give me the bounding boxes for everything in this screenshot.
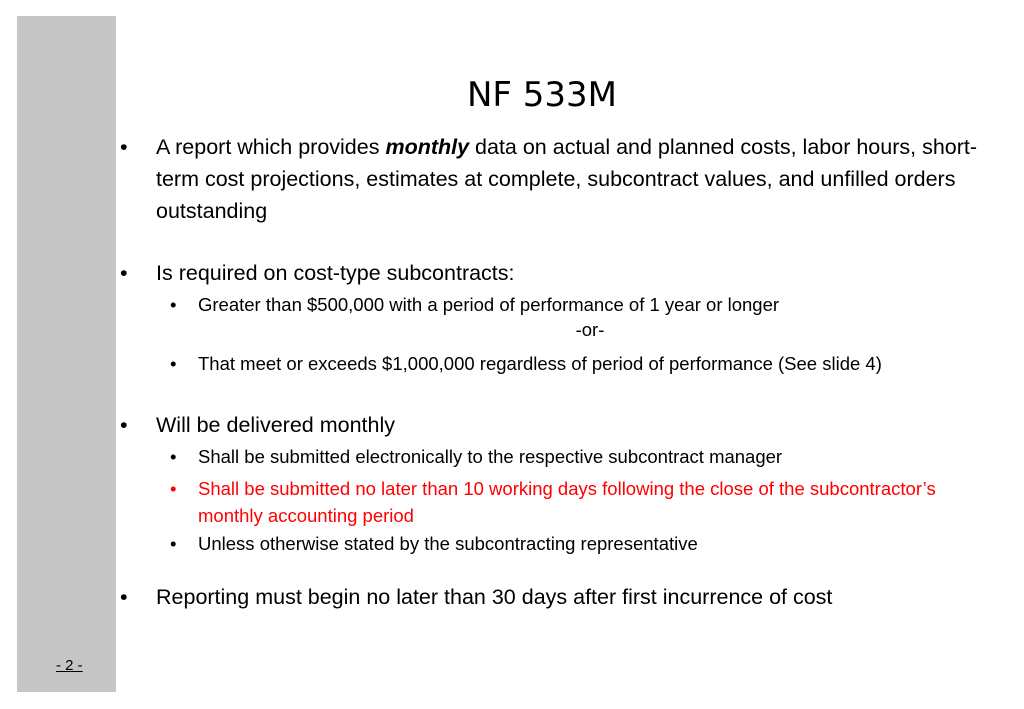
sub-bullet-deadline xyxy=(120,475,1000,529)
bullet-text-prefix: A report which provides xyxy=(156,135,386,159)
page-number: - 2 - xyxy=(56,657,83,674)
sub-bullet-unless-stated xyxy=(120,530,1000,557)
sub-bullet-dot: • xyxy=(170,294,177,315)
sub-bullet-dot: • xyxy=(170,478,177,499)
sub-bullet-electronic xyxy=(120,443,1000,470)
bullet-reporting-begin xyxy=(120,581,1000,613)
bullet-text-suffix: data on actual and planned costs, labor hours, short-term cost projections, estimates at complete, subcontract values, and unfilled orders outstanding xyxy=(156,135,978,223)
bullet-report-description xyxy=(120,131,1000,227)
bullet-delivered-monthly xyxy=(120,409,1000,441)
or-separator: -or- xyxy=(575,319,605,340)
sub-bullet-threshold-1m xyxy=(120,350,1000,377)
sub-bullet-dot: • xyxy=(170,353,177,374)
sub-bullet-text: Shall be submitted no later than 10 working days following the close of the subcontractor’s monthly accounting period xyxy=(198,478,936,526)
bullet-text: Will be delivered monthly xyxy=(156,413,395,437)
sub-bullet-dot: • xyxy=(170,446,177,467)
bullet-dot: • xyxy=(120,585,128,609)
bullet-dot: • xyxy=(120,261,128,285)
sub-bullet-text: Unless otherwise stated by the subcontracting representative xyxy=(198,533,698,554)
sub-bullet-dot: • xyxy=(170,533,177,554)
bullet-required-on xyxy=(120,257,1000,289)
sub-bullet-text: Greater than $500,000 with a period of performance of 1 year or longer xyxy=(198,294,780,315)
sub-bullet-text: That meet or exceeds $1,000,000 regardless of period of performance (See slide 4) xyxy=(198,353,882,374)
slide-body xyxy=(120,131,1000,613)
bullet-text: Is required on cost-type subcontracts: xyxy=(156,261,515,285)
bullet-text-emphasis: monthly xyxy=(385,135,470,159)
sub-bullet-text: Shall be submitted electronically to the respective subcontract manager xyxy=(198,446,783,467)
sub-bullet-threshold-500k xyxy=(120,291,1000,318)
bullet-text: Reporting must begin no later than 30 days after first incurrence of cost xyxy=(156,585,833,609)
slide-title: NF 533M xyxy=(466,75,618,115)
bullet-dot: • xyxy=(120,413,128,437)
bullet-dot: • xyxy=(120,135,128,159)
